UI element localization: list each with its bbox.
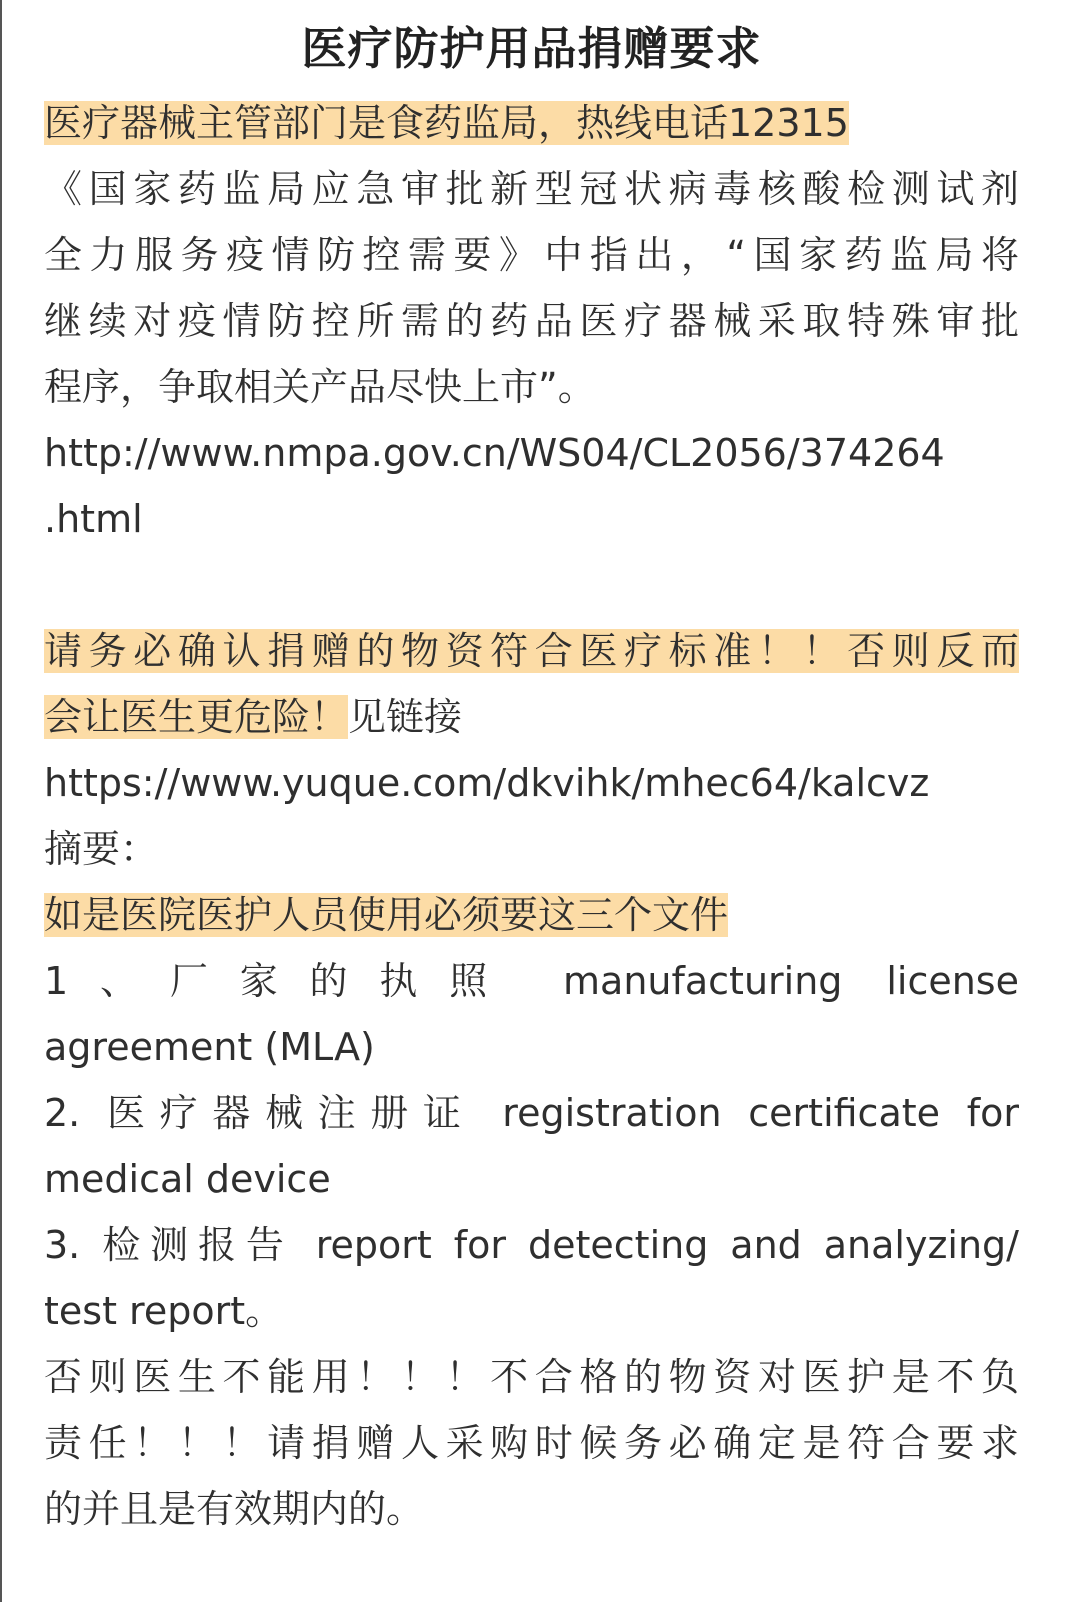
summary-label: 摘要： bbox=[44, 827, 159, 871]
paragraph-line bbox=[44, 618, 1019, 684]
paragraph-line: 否则医生不能用！！！不合格的物资对医护是不负 bbox=[44, 1355, 1019, 1399]
list-item-1-continued: agreement (MLA) bbox=[44, 1025, 375, 1069]
nmpa-link[interactable]: http://www.nmpa.gov.cn/WS04/CL2056/374264 bbox=[44, 431, 945, 475]
highlighted-text: 会让医生更危险！ bbox=[44, 695, 349, 739]
yuque-link[interactable]: https://www.yuque.com/dkvihk/mhec64/kalcvz bbox=[44, 761, 930, 805]
highlighted-text: 医疗器械主管部门是食药监局，热线电话12315 bbox=[44, 101, 849, 145]
paragraph-line: 继续对疫情防控所需的药品医疗器械采取特殊审批 bbox=[44, 299, 1019, 343]
paragraph-line: 《国家药监局应急审批新型冠状病毒核酸检测试剂 bbox=[44, 167, 1019, 211]
paragraph-line: 责任！！！请捐赠人采购时候务必确定是符合要求 bbox=[44, 1421, 1019, 1465]
paragraph-line bbox=[44, 882, 1019, 948]
document-body bbox=[44, 14, 1019, 1542]
see-link-label: 见链接 bbox=[348, 695, 463, 739]
list-item-2-continued: medical device bbox=[44, 1157, 331, 1201]
page-title: 医疗防护用品捐赠要求 bbox=[301, 22, 762, 75]
highlighted-text: 请务必确认捐赠的物资符合医疗标准！！否则反而 bbox=[44, 629, 1019, 673]
paragraph-line: 全力服务疫情防控需要》中指出，“国家药监局将 bbox=[44, 233, 1019, 277]
paragraph-spacer bbox=[44, 552, 1019, 618]
list-item-3: 3. 检测报告 report for detecting and analyzing/ bbox=[44, 1223, 1019, 1267]
paragraph-line: 的并且是有效期内的。 bbox=[44, 1487, 425, 1531]
page-left-border bbox=[0, 0, 2, 1602]
paragraph-line bbox=[44, 90, 1019, 156]
list-item-2: 2. 医疗器械注册证 registration certificate for bbox=[44, 1091, 1019, 1135]
nmpa-link-continued[interactable]: .html bbox=[44, 497, 143, 541]
list-item-3-continued: test report。 bbox=[44, 1289, 284, 1333]
list-item-1: 1、厂家的执照 manufacturing license bbox=[44, 959, 1019, 1003]
paragraph-line bbox=[44, 684, 1019, 750]
highlighted-text: 如是医院医护人员使用必须要这三个文件 bbox=[44, 893, 729, 937]
paragraph-line: 程序，争取相关产品尽快上市”。 bbox=[44, 365, 596, 409]
